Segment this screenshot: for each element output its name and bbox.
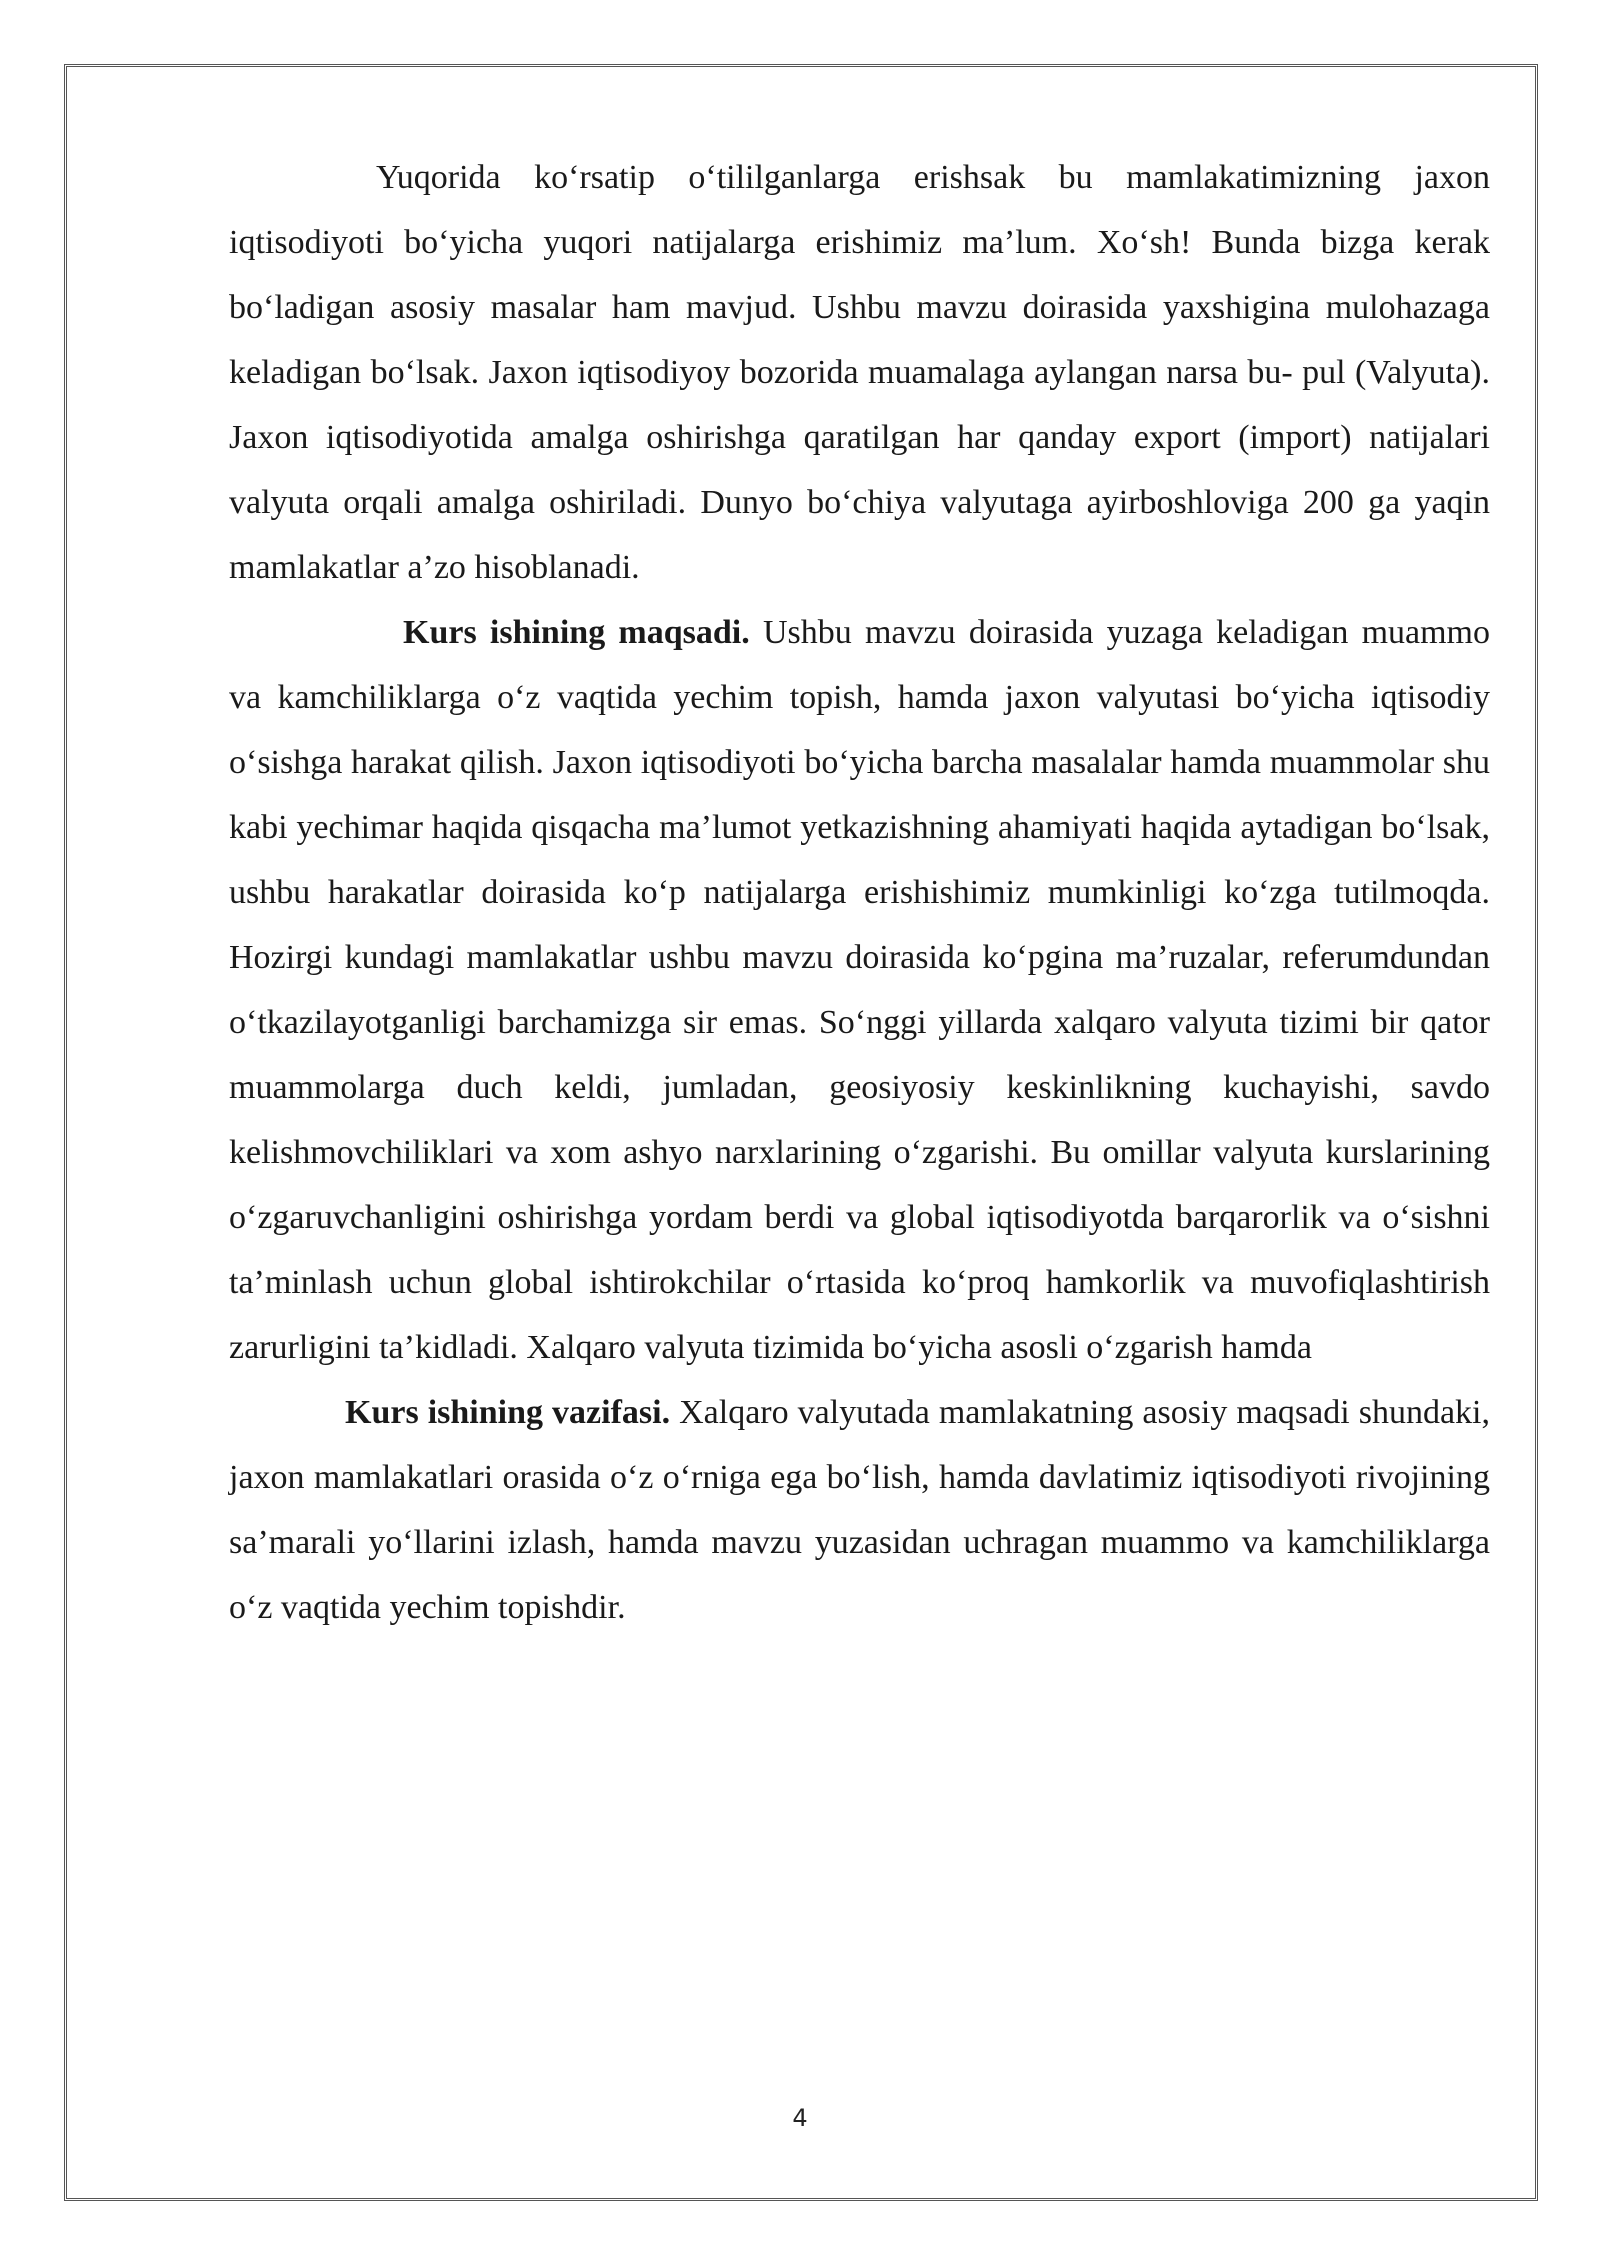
paragraph-goal — [229, 600, 1490, 1380]
goal-heading: Kurs ishining maqsadi. — [403, 614, 750, 651]
task-heading: Kurs ishining vazifasi. — [345, 1394, 671, 1431]
page-number: 4 — [792, 2104, 808, 2132]
document-body — [229, 145, 1490, 1640]
paragraph-intro — [229, 145, 1490, 600]
paragraph-task-text: Xalqaro valyutada mamlakatning asosiy maqsadi shundaki, jaxon mamlakatlari orasida oʻz oʻrniga ega boʻlish, hamda davlatimiz iqtisodiyoti rivojining sa’marali yoʻllarini izlash, hamda mavzu yuzasidan uchragan muammo va kamchiliklarga oʻz vaqtida yechim topishdir. — [229, 1394, 1491, 1626]
paragraph-task — [229, 1380, 1490, 1640]
paragraph-goal-text: Ushbu mavzu doirasida yuzaga keladigan muammo va kamchiliklarga oʻz vaqtida yechim topish, hamda jaxon valyutasi boʻyicha iqtisodiy oʻsishga harakat qilish. Jaxon iqtisodiyoti boʻyicha barcha masalalar hamda muammolar shu kabi yechimar haqida qisqacha ma’lumot yetkazishning ahamiyati haqida aytadigan boʻlsak, ushbu harakatlar doirasida koʻp natijalarga erishishimiz mumkinligi koʻzga tutilmoqda. Hozirgi kundagi mamlakatlar ushbu mavzu doirasida koʻpgina ma’ruzalar, referumdundan oʻtkazilayotganligi barchamizga sir emas. Soʻnggi yillarda xalqaro valyuta tizimi bir qator muammolarga duch keldi, jumladan, geosiyosiy keskinlikning kuchayishi, savdo kelishmovchiliklari va xom ashyo narxlarining oʻzgarishi. Bu omillar valyuta kurslarining oʻzgaruvchanligini oshirishga yordam berdi va global iqtisodiyotda barqarorlik va oʻsishni ta’minlash uchun global ishtirokchilar oʻrtasida koʻproq hamkorlik va muvofiqlashtirish zarurligini ta’kidladi. Xalqaro valyuta tizimida boʻyicha asosli oʻzgarish hamda — [229, 614, 1490, 1366]
paragraph-intro-text: Yuqorida koʻrsatip oʻtililganlarga erishsak bu mamlakatimizning jaxon iqtisodiyoti boʻyicha yuqori natijalarga erishimiz ma’lum. Xoʻsh! Bunda bizga kerak boʻladigan asosiy masalar ham mavjud. Ushbu mavzu doirasida yaxshigina mulohazaga keladigan boʻlsak. Jaxon iqtisodiyoy bozorida muamalaga aylangan narsa bu- pul (Valyuta). Jaxon iqtisodiyotida amalga oshirishga qaratilgan har qanday export (import) natijalari valyuta orqali amalga oshiriladi. Dunyo boʻchiya valyutaga ayirboshloviga 200 ga yaqin mamlakatlar a’zo hisoblanadi. — [229, 159, 1490, 586]
